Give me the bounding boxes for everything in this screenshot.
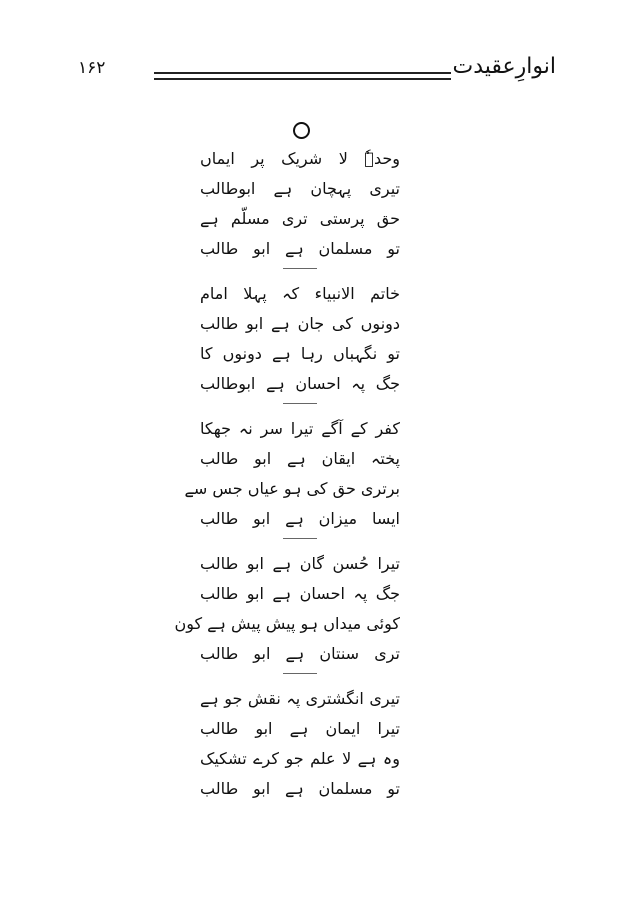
verse-line: خاتم الانبیاء کہ پہلا امام: [200, 284, 400, 303]
stanza: [174, 549, 400, 669]
verse-line: کفر کے آگے تیرا سر نہ جھکا: [200, 419, 400, 438]
verse-line: ایسا میزان ہے ابو طالب: [200, 509, 400, 528]
verse-line: حق پرستی تری مسلّم ہے: [200, 209, 400, 228]
verse-line: تیری انگشتری پہ نقش جو ہے: [200, 689, 400, 708]
page-number: ۱۶۲: [78, 58, 106, 78]
stanza-separator: [283, 538, 317, 539]
verse-line: وہ ہے لا علم جو کرے تشکیک: [200, 749, 400, 768]
verse-line: تو مسلمان ہے ابو طالب: [200, 779, 400, 798]
poem: [174, 144, 400, 804]
verse-line: وحدہٗ لا شریک پر ایماں: [200, 149, 400, 168]
header-rule: [154, 72, 451, 74]
verse-line: تیری پہچان ہے ابوطالب: [200, 179, 400, 198]
verse-line: جگ پہ احسان ہے ابو طالب: [200, 584, 400, 603]
book-title: انوارِعقیدت: [452, 54, 556, 79]
verse-line: جگ پہ احسان ہے ابوطالب: [200, 374, 400, 393]
verse-line: تو مسلمان ہے ابو طالب: [200, 239, 400, 258]
stanza-separator: [283, 403, 317, 404]
stanza: [200, 684, 400, 804]
circle-ornament-icon: [293, 122, 310, 139]
verse-line: پختہ ایقان ہے ابو طالب: [200, 449, 400, 468]
stanza: [184, 414, 400, 534]
verse-line: دونوں کی جان ہے ابو طالب: [200, 314, 400, 333]
verse-line: تیرا ایمان ہے ابو طالب: [200, 719, 400, 738]
header-rule: [154, 78, 451, 80]
stanza-separator: [283, 673, 317, 674]
verse-line: تری سنتان ہے ابو طالب: [200, 644, 400, 663]
verse-line: برتری حق کی ہو عیاں جس سے: [184, 479, 400, 498]
verse-line: کوئی میداں ہو پیش پیش ہے کون: [174, 614, 400, 633]
verse-line: تیرا حُسن گان ہے ابو طالب: [200, 554, 400, 573]
stanza: [200, 144, 400, 264]
verse-line: تو نگہباں رہا ہے دونوں کا: [200, 344, 400, 363]
stanza: [200, 279, 400, 399]
stanza-separator: [283, 268, 317, 269]
